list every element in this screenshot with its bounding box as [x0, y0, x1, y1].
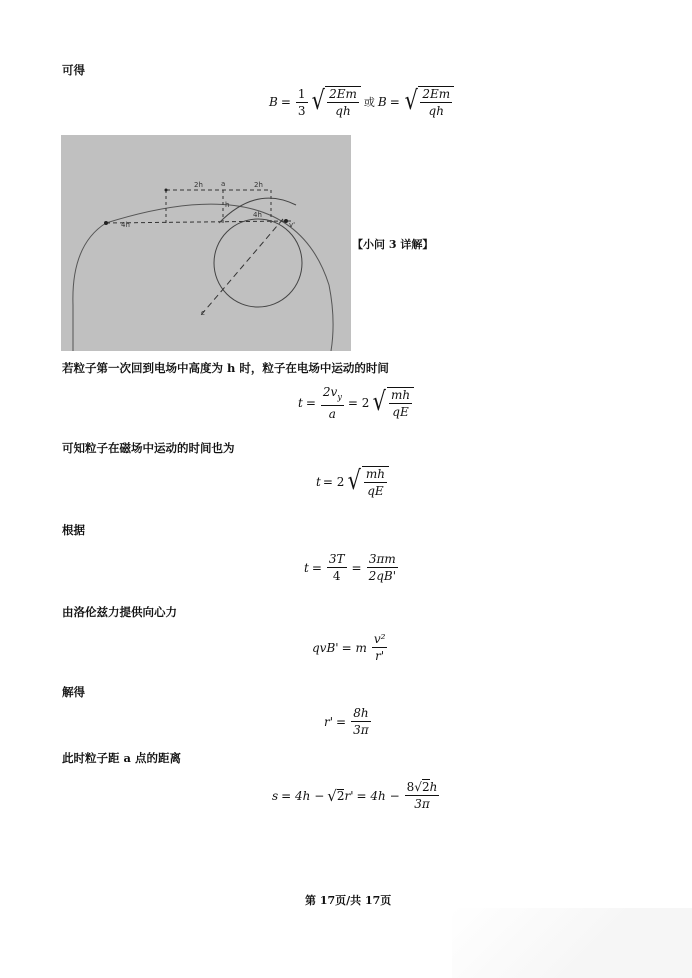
eq2-rad-num: mh	[390, 388, 411, 403]
eq6-den: 3π	[353, 723, 369, 737]
eq4-t: t	[304, 560, 309, 575]
text-jie-de: 解得	[62, 685, 85, 699]
text-ke-de: 可得	[62, 63, 85, 77]
eq6-lhs: r'	[324, 714, 334, 729]
svg-text:4h: 4h	[253, 211, 262, 219]
svg-text:a: a	[221, 180, 226, 188]
eq4-den: 4	[332, 569, 341, 583]
eq3-t: t	[316, 475, 321, 489]
equation-b	[269, 86, 454, 118]
svg-text:2h: 2h	[254, 181, 263, 189]
eq7-sqrt-arg: 2	[336, 788, 345, 803]
eq1-den: 3	[297, 103, 306, 118]
eq3-rad-den: qE	[367, 484, 384, 498]
equation-t2	[316, 466, 389, 498]
eq2-rad-den: qE	[392, 405, 409, 420]
eq1-rad-num: 2Em	[329, 87, 357, 101]
eq1-equals2: =	[389, 95, 400, 109]
eq2-sub: y	[337, 392, 342, 402]
eq7-fraction: $\frac{8√2h}{3\pi}$	[406, 780, 438, 811]
eq1-rad2-den: qh	[428, 104, 444, 118]
eq4-fraction	[327, 552, 347, 583]
page-footer: 第 17页/共 17页	[305, 894, 392, 907]
eq5-equals: = m	[341, 640, 367, 655]
eq7-equals: = 4h −	[281, 788, 325, 803]
eq4-equals2: =	[351, 560, 362, 575]
svg-text:c: c	[201, 309, 205, 317]
text-lorentz: 由洛伦兹力提供向心力	[62, 605, 177, 619]
equation-t1	[298, 385, 414, 421]
text-distance-a: 此时粒子距 a 点的距离	[62, 751, 181, 765]
svg-text:2h: 2h	[194, 181, 203, 189]
equation-qvb	[312, 632, 389, 663]
eq2-fraction	[321, 385, 344, 421]
eq7-lhs: s	[272, 788, 279, 803]
eq5-den: r'	[375, 649, 385, 663]
eq2-num: 2v	[322, 385, 338, 399]
svg-text:h: h	[225, 201, 230, 209]
eq4-num: 3T	[328, 552, 345, 566]
eq7-den: 3π	[414, 797, 430, 811]
eq1-sqrt: √ $\frac{2Em}{qh}$	[310, 86, 361, 118]
eq7-equals2: = 4h −	[356, 788, 400, 803]
text-time-in-field: 若粒子第一次回到电场中高度为 h 时，粒子在电场中运动的时间	[62, 361, 389, 375]
text-time-in-magnetic: 可知粒子在磁场中运动的时间也为	[62, 441, 235, 455]
eq7-r: r'	[344, 788, 354, 803]
scan-shadow	[452, 908, 692, 978]
eq2-t: t	[298, 396, 303, 411]
eq5-num: v²	[373, 632, 386, 646]
eq2-equals2: = 2	[347, 396, 370, 411]
eq1-rad2-num: 2Em	[422, 87, 451, 101]
eq7-num-pre: 8	[406, 780, 415, 794]
eq2-den: a	[328, 407, 336, 422]
sketch-drawing	[61, 135, 351, 351]
eq4-fraction2	[367, 552, 398, 583]
eq1-b2: B	[377, 95, 387, 109]
eq1-b: B	[269, 95, 278, 109]
svg-text:4h: 4h	[121, 221, 130, 229]
eq6-fraction	[351, 706, 371, 737]
eq6-equals: =	[336, 714, 347, 729]
section-label-q3: 【小问 3 详解】	[352, 238, 434, 251]
eq7-num-post: h	[429, 780, 438, 794]
eq1-equals: =	[280, 95, 291, 109]
eq3-rad-num: mh	[365, 467, 386, 481]
equation-s: s = 4h − √ 2 r' = 4h − $\frac{8√2h}{3\pi}$	[272, 780, 438, 811]
equation-t3	[304, 552, 400, 583]
svg-text:v': v'	[289, 221, 296, 229]
eq6-num: 8h	[353, 706, 369, 720]
eq4-num2: 3πm	[368, 552, 396, 566]
eq2-sqrt: √ $\frac{mh}{qE}$	[371, 387, 414, 419]
eq3-sqrt: √ $\frac{mh}{qE}$	[346, 466, 389, 498]
eq1-fraction	[296, 87, 308, 118]
eq2-equals: =	[305, 396, 316, 411]
eq4-den2: 2qB'	[368, 569, 397, 583]
sketch-photo	[61, 135, 351, 351]
eq5-fraction	[372, 632, 388, 663]
eq1-rad-den: qh	[335, 104, 351, 118]
eq7-num-rad: 2	[421, 780, 430, 794]
eq4-equals: =	[311, 560, 322, 575]
eq3-equals: = 2	[322, 475, 345, 489]
eq1-num: 1	[297, 86, 306, 101]
text-gen-ju: 根据	[62, 523, 85, 537]
equation-r	[324, 706, 373, 737]
eq1-or: 或	[363, 96, 375, 109]
eq5-lhs: qvB'	[312, 640, 339, 655]
eq1-sqrt2: √ $\frac{2Em}{qh}$	[403, 86, 454, 118]
